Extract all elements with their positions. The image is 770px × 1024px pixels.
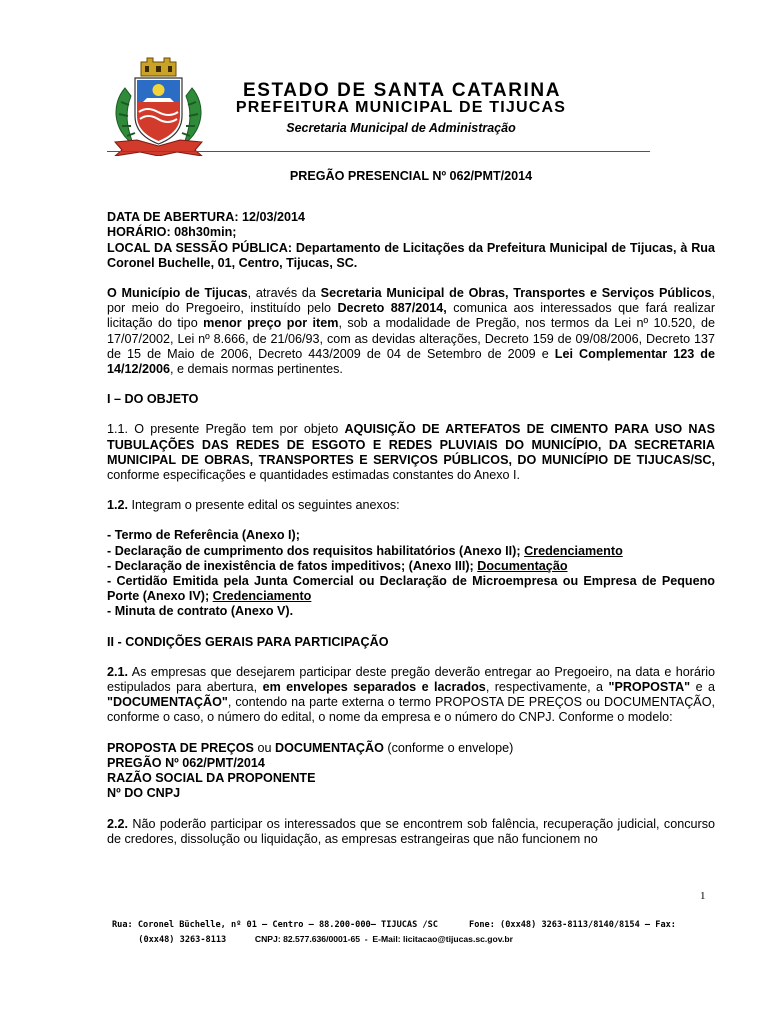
section-2-title: II - CONDIÇÕES GERAIS PARA PARTICIPAÇÃO — [107, 634, 389, 649]
department-subheading: Secretaria Municipal de Administração — [286, 121, 516, 135]
intro-municipality: O Município de Tijucas — [107, 286, 248, 301]
section-2-1-envelopes: em envelopes separados e lacrados — [262, 680, 486, 695]
section-2-1-text-2: , respectivamente, a — [485, 680, 609, 695]
envelope-model-line: RAZÃO SOCIAL DA PROPONENTE — [107, 771, 316, 786]
section-2-1-paragraph — [107, 665, 715, 726]
coat-of-arms-icon — [107, 52, 210, 156]
state-heading: ESTADO DE SANTA CATARINA — [242, 80, 562, 101]
footer-line-2 — [112, 934, 712, 945]
section-2-1-proposal: "PROPOSTA" — [608, 680, 691, 695]
intro-text-5: , e demais normas pertinentes. — [170, 362, 343, 377]
model-documentation: DOCUMENTAÇÃO — [274, 740, 384, 755]
intro-decree: Decreto 887/2014, — [337, 301, 447, 316]
page-number: 1 — [700, 890, 706, 902]
model-note: (conforme o envelope) — [383, 740, 514, 755]
header-divider — [107, 151, 650, 152]
intro-criterion: menor preço por item — [203, 316, 339, 331]
opening-time: HORÁRIO: 08h30min; — [107, 225, 237, 240]
opening-date: DATA DE ABERTURA: 12/03/2014 — [107, 210, 306, 225]
annex-tag: Documentação — [477, 558, 568, 573]
section-1-1-lead: 1.1. O presente Pregão tem por objeto — [107, 422, 345, 437]
envelope-model-line — [107, 741, 715, 756]
section-2-2-paragraph — [107, 817, 715, 847]
section-1-1-tail: conforme especificações e quantidades estimadas constantes do Anexo I. — [107, 468, 521, 483]
annex-tag: Credenciamento — [212, 589, 312, 604]
footer-line-1 — [112, 920, 712, 930]
envelope-model-line: PREGÃO Nº 062/PMT/2014 — [107, 755, 265, 770]
section-1-2-text: Integram o presente edital os seguintes anexos: — [128, 498, 400, 513]
intro-text-4: , sob a modalidade de Pregão, nos termos da Lei nº 10.520, de 17/07/2002, Lei nº 8.666, de 21/06/93, com as devidas alterações, Decreto 159 de 09/08/2006, Decreto 137 de 15 de Maio de 2006, Decreto 443/2009 de 04 de Setembro de 2009 e — [107, 316, 716, 361]
annex-text: - Declaração de cumprimento dos requisitos habilitatórios (Anexo II); — [107, 543, 521, 558]
session-location: LOCAL DA SESSÃO PÚBLICA: Departamento de Licitações da Prefeitura Municipal de Tijucas, à Rua Coronel Buchelle, 01, Centro, Tijucas, SC. — [107, 240, 715, 270]
model-or: ou — [253, 740, 275, 755]
annex-item — [107, 544, 715, 559]
section-2-1-text-3: e a — [690, 680, 715, 695]
intro-paragraph — [107, 286, 715, 377]
section-2-2-text: Não poderão participar os interessados que se encontrem sob falência, recuperação judicial, concurso de credores, dissolução ou liquidação, as empresas estrangeiras que não funcionem no — [107, 816, 715, 846]
intro-secretariat: Secretaria Municipal de Obras, Transportes e Serviços Públicos — [320, 286, 712, 301]
annex-item: - Minuta de contrato (Anexo V). — [107, 604, 294, 619]
document-title: PREGÃO PRESENCIAL Nº 062/PMT/2014 — [289, 169, 533, 183]
intro-text-1: , através da — [247, 286, 321, 301]
section-2-1-number: 2.1. — [107, 664, 129, 679]
section-1-2-paragraph — [107, 498, 715, 513]
model-proposal: PROPOSTA DE PREÇOS — [107, 740, 254, 755]
annex-tag: Credenciamento — [524, 543, 623, 558]
section-2-1-documentation: "DOCUMENTAÇÃO" — [107, 695, 228, 710]
section-2-1-text-1: As empresas que desejarem participar deste pregão deverão entregar ao Pregoeiro, na data e horário estipulados para abertura, — [107, 664, 715, 695]
annex-item — [107, 574, 715, 604]
section-2-2-number: 2.2. — [107, 816, 129, 831]
footer-fax: (0xx48) 3263-8113 — [138, 935, 227, 945]
annex-text: - Certidão Emitida pela Junta Comercial ou Declaração de Microempresa ou Empresa de Pequeno Porte (Anexo IV); — [107, 574, 715, 604]
annex-text: - Declaração de inexistência de fatos impeditivos; (Anexo III); — [107, 558, 474, 573]
intro-law: Lei Complementar 123 de 14/12/2006 — [107, 346, 716, 377]
annex-item: - Termo de Referência (Anexo I); — [107, 528, 300, 543]
footer-address: Rua: Coronel Büchelle, nº 01 – Centro – 88.200-000– TIJUCAS /SC — [112, 920, 438, 930]
section-1-2-number: 1.2. — [107, 498, 129, 513]
intro-text-2: , por meio do Pregoeiro, instituído pelo — [107, 286, 715, 316]
section-2-1-text-4: , contendo na parte externa o termo PROPOSTA DE PREÇOS ou DOCUMENTAÇÃO, conforme o caso, o número do edital, o nome da empresa e o número do CNPJ. Conforme o modelo: — [107, 695, 715, 725]
annex-item — [107, 559, 715, 574]
section-1-title: I – DO OBJETO — [107, 392, 199, 407]
document-body — [107, 169, 715, 847]
envelope-model-line: Nº DO CNPJ — [107, 786, 181, 801]
intro-text-3: comunica aos interessados que fará realizar licitação do tipo — [107, 301, 716, 331]
footer-cnpj-email: CNPJ: 82.577.636/0001-65 - E-Mail: licitacao@tijucas.sc.gov.br — [254, 934, 513, 944]
prefecture-heading: PREFEITURA MUNICIPAL DE TIJUCAS — [235, 99, 567, 116]
footer-phone: Fone: (0xx48) 3263-8113/8140/8154 – Fax: — [469, 920, 676, 930]
section-1-1-paragraph — [107, 422, 715, 483]
section-1-1-object: AQUISIÇÃO DE ARTEFATOS DE CIMENTO PARA USO NAS TUBULAÇÕES DAS REDES DE ESGOTO E REDES PLUVIAIS DO MUNICÍPIO, DA SECRETARIA MUNICIPAL DE OBRAS, TRANSPORTES E SERVIÇOS PÚBLICOS, DO MUNICÍPIO DE TIJUCAS/SC, — [107, 422, 715, 467]
